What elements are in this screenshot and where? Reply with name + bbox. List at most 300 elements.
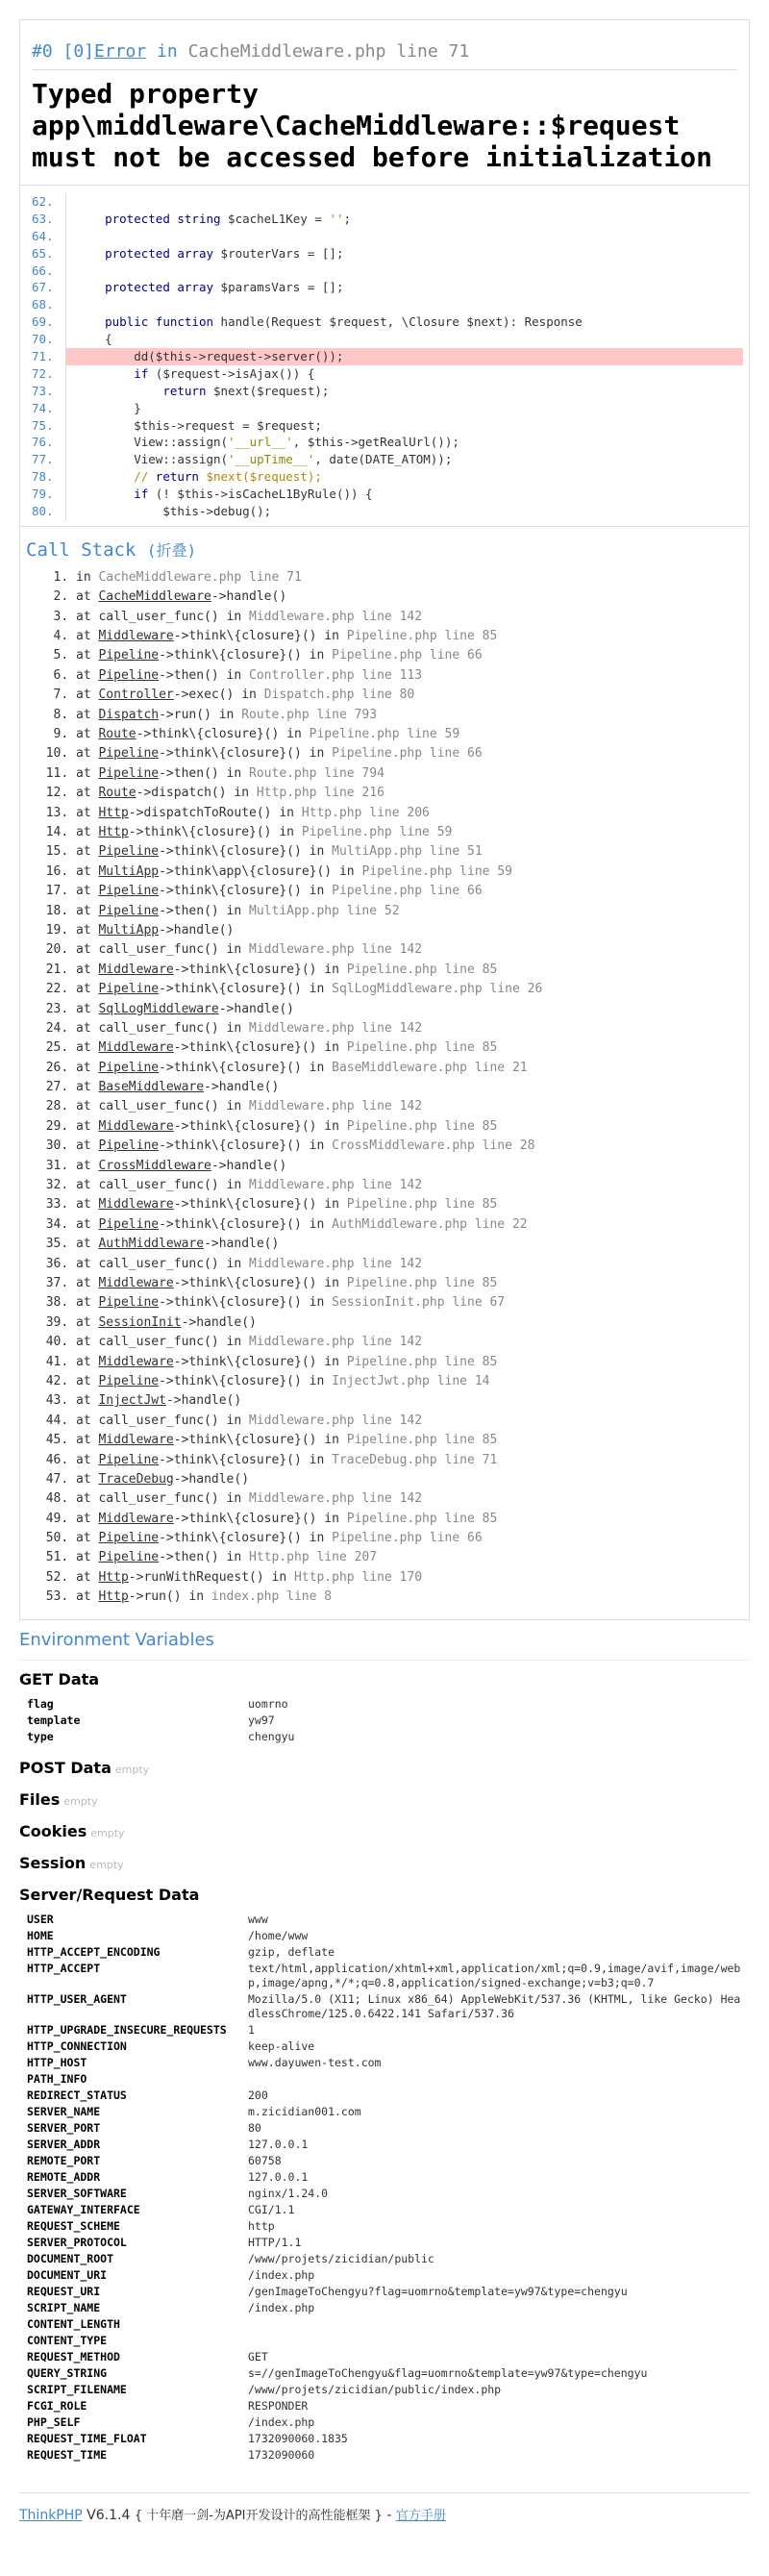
env-value: 80 (248, 2120, 261, 2135)
frame-prefix: at (76, 825, 99, 839)
frame-call: ->handle() (173, 1471, 250, 1487)
line-number: 79. (26, 486, 66, 503)
frame-class[interactable]: MultiApp (98, 863, 160, 879)
stack-frame (76, 744, 743, 763)
env-row (19, 1713, 750, 1729)
frame-prefix: at (76, 1118, 99, 1134)
frame-prefix: at (76, 962, 99, 977)
frame-class[interactable]: Middleware (98, 1197, 174, 1213)
env-section-name: Cookies (19, 1821, 87, 1840)
frame-class[interactable]: Pipeline (98, 667, 160, 683)
env-value (240, 2316, 750, 2333)
env-row (19, 2022, 750, 2038)
frame-class[interactable]: TraceDebug (98, 1471, 174, 1487)
frame-prefix: at (76, 982, 99, 997)
code-text: if ($request->isAjax()) { (134, 365, 315, 381)
env-row (19, 2218, 750, 2235)
frame-prefix: at (76, 1373, 99, 1388)
frame-call: ->think\{closure}() in (173, 1354, 347, 1369)
frame-class[interactable]: Pipeline (98, 1138, 160, 1154)
frame-prefix: at (76, 884, 99, 899)
env-key: REQUEST_TIME_FLOAT (27, 2431, 147, 2445)
frame-location: Middleware.php line 142 (249, 1335, 423, 1350)
stack-frame (76, 1293, 743, 1313)
code-line (26, 503, 743, 520)
env-value: keep-alive (248, 2038, 315, 2053)
frame-call: call_user_func() in (98, 1491, 250, 1507)
frame-call: ->think\{closure}() in (159, 1531, 333, 1546)
code-line (26, 331, 743, 348)
frame-call: ->think\{closure}() in (173, 1433, 347, 1448)
line-number: 75. (26, 417, 66, 435)
frame-prefix: at (76, 1040, 99, 1056)
env-section-name: POST Data (19, 1758, 112, 1777)
env-value: chengyu (248, 1729, 295, 1743)
frame-location: Pipeline.php line 59 (361, 863, 512, 879)
stack-frame (76, 686, 743, 705)
code-line (26, 365, 743, 383)
frame-call: ->think\{closure}() in (173, 1118, 347, 1134)
frame-prefix: at (76, 746, 99, 762)
frame-location: CrossMiddleware.php line 28 (332, 1138, 535, 1154)
frame-class[interactable]: CrossMiddleware (98, 1158, 211, 1173)
frame-prefix: at (76, 1295, 99, 1311)
env-value: nginx/1.24.0 (248, 2186, 329, 2200)
frame-class[interactable]: Http (98, 1569, 129, 1585)
frame-call: ->handle() (204, 1237, 280, 1252)
env-row (19, 2120, 750, 2137)
frame-prefix: at (76, 1511, 99, 1526)
env-key: REQUEST_TIME (27, 2447, 108, 2462)
frame-class[interactable]: CacheMiddleware (98, 589, 211, 605)
env-value: /genImageToChengyu?flag=uomrno&template=yw97&type=chengyu (248, 2284, 628, 2298)
frame-call: ->handle() (204, 1080, 280, 1095)
stack-frame (76, 1176, 743, 1195)
frame-prefix: at (76, 589, 99, 605)
exception-panel (19, 19, 750, 1620)
env-key: REMOTE_ADDR (27, 2169, 101, 2184)
frame-class[interactable]: Middleware (98, 1040, 174, 1056)
env-table (19, 1696, 750, 1745)
env-key: SERVER_SOFTWARE (27, 2186, 127, 2200)
stack-frame (76, 1431, 743, 1450)
env-key: USER (27, 1912, 54, 1926)
env-section-name: Server/Request Data (19, 1885, 200, 1904)
frame-class[interactable]: Pipeline (98, 746, 160, 762)
code-text: View::assign('__url__', $this->getRealUrl()); (76, 435, 459, 450)
env-value: m.zicidian001.com (248, 2104, 361, 2118)
code-line (26, 279, 743, 296)
frame-location: InjectJwt.php line 14 (332, 1373, 490, 1388)
empty-label: empty (90, 1826, 125, 1839)
line-number: 71. (26, 348, 66, 365)
frame-class[interactable]: Pipeline (98, 982, 160, 997)
frame-class[interactable]: Http (98, 1589, 129, 1605)
env-section-title (19, 1670, 750, 1688)
frame-prefix: at (76, 1452, 99, 1467)
frame-class[interactable]: Middleware (98, 962, 174, 977)
stack-frame (76, 902, 743, 921)
exception-in-text: in (146, 41, 188, 62)
env-row (19, 2447, 750, 2463)
env-value: /index.php (248, 2300, 315, 2314)
stack-frame (76, 588, 743, 607)
env-key: HTTP_USER_AGENT (27, 1991, 127, 2006)
stack-frame (76, 1000, 743, 1019)
env-value: /www/projets/zicidian/public/index.php (248, 2382, 502, 2396)
code-line (26, 468, 743, 486)
empty-label: empty (114, 1763, 150, 1776)
frame-location: Middleware.php line 142 (249, 1099, 423, 1114)
env-section (19, 1759, 750, 1777)
frame-call: call_user_func() in (98, 1099, 250, 1114)
frame-class[interactable]: AuthMiddleware (98, 1237, 205, 1252)
frame-location: Pipeline.php line 85 (346, 1275, 498, 1290)
frame-location: Route.php line 794 (249, 765, 384, 781)
frame-prefix: at (76, 1413, 99, 1428)
env-key: CONTENT_TYPE (27, 2333, 108, 2347)
env-row (19, 1928, 750, 1944)
env-key: HTTP_ACCEPT (27, 1961, 101, 1975)
line-number: 76. (26, 434, 66, 451)
frame-location: index.php line 8 (211, 1589, 333, 1605)
env-row (19, 2349, 750, 2365)
empty-label: empty (89, 1858, 124, 1871)
frame-class[interactable]: Route (98, 786, 136, 801)
code-text: protected array $routerVars = []; (105, 245, 344, 261)
env-key: REQUEST_SCHEME (27, 2218, 120, 2233)
frame-class[interactable]: Pipeline (98, 844, 160, 860)
env-section-title (19, 1790, 750, 1809)
frame-location: Pipeline.php line 66 (332, 648, 483, 663)
frame-location: Middleware.php line 142 (249, 1256, 423, 1271)
stack-frame (76, 921, 743, 940)
frame-location: Middleware.php line 142 (249, 1413, 423, 1428)
env-section-title (19, 1854, 750, 1872)
code-line (26, 193, 743, 211)
frame-call: ->think\{closure}() in (159, 1373, 333, 1388)
frame-class[interactable]: Pipeline (98, 648, 160, 663)
code-line-highlighted (26, 348, 743, 365)
stack-frame (76, 1353, 743, 1372)
stack-frame (76, 608, 743, 627)
stack-frame (76, 804, 743, 823)
stack-frame (76, 940, 743, 960)
frame-call: ->run() in (128, 1589, 211, 1605)
env-key: DOCUMENT_URI (27, 2267, 108, 2282)
exception-class-link[interactable]: Error (94, 41, 147, 62)
frame-location: CacheMiddleware.php line 71 (98, 569, 302, 585)
frame-location: Pipeline.php line 85 (346, 1354, 498, 1369)
stack-frame (76, 706, 743, 725)
env-key: template (27, 1713, 81, 1727)
env-value: http (248, 2218, 275, 2233)
stack-frame (76, 1568, 743, 1588)
stack-frame (76, 1313, 743, 1333)
frame-call: call_user_func() in (98, 1413, 250, 1428)
env-row (19, 1912, 750, 1928)
stack-frame (76, 627, 743, 646)
env-row (19, 2235, 750, 2251)
frame-class[interactable]: Middleware (98, 1275, 174, 1290)
stack-frame (76, 863, 743, 882)
stack-frame (76, 980, 743, 999)
frame-class[interactable]: Route (98, 727, 136, 742)
env-value: uomrno (248, 1696, 288, 1711)
frame-call: ->think\{closure}() in (159, 1138, 333, 1154)
frame-call: ->think\{closure}() in (128, 825, 302, 839)
env-section (19, 1822, 750, 1840)
env-key: HTTP_HOST (27, 2055, 87, 2069)
frame-class[interactable]: Pipeline (98, 1295, 160, 1311)
frame-class[interactable]: Pipeline (98, 1373, 160, 1388)
env-table (19, 1912, 750, 2463)
frame-class[interactable]: Middleware (98, 1511, 174, 1526)
env-section-title (19, 1822, 750, 1840)
env-value: 60758 (248, 2153, 282, 2167)
frame-location: Http.php line 207 (249, 1550, 378, 1565)
frame-location: MultiApp.php line 51 (332, 844, 483, 860)
env-row (19, 1729, 750, 1745)
frame-call: ->think\{closure}() in (173, 1040, 347, 1056)
frame-class[interactable]: Http (98, 825, 129, 839)
frame-prefix: at (76, 609, 99, 624)
env-row (19, 2251, 750, 2267)
env-row (19, 2284, 750, 2300)
env-key: SERVER_PROTOCOL (27, 2235, 127, 2249)
call-stack-toggle[interactable]: (折叠) (146, 540, 197, 560)
stack-frame (76, 1195, 743, 1214)
frame-location: Dispatch.php line 80 (263, 688, 415, 703)
call-stack-heading (26, 538, 743, 561)
frame-class[interactable]: Pipeline (98, 1060, 160, 1075)
empty-label: empty (63, 1794, 98, 1808)
frame-prefix: at (76, 1569, 99, 1585)
frame-location: Pipeline.php line 85 (346, 1197, 498, 1213)
frame-prefix: at (76, 1197, 99, 1213)
frame-call: ->then() in (159, 667, 250, 683)
stack-frame (76, 1019, 743, 1038)
frame-class[interactable]: Http (98, 805, 129, 820)
stack-frame (76, 842, 743, 862)
env-value: HTTP/1.1 (248, 2235, 302, 2249)
code-text: { (76, 332, 112, 347)
frame-class[interactable]: Pipeline (98, 1550, 160, 1565)
frame-call: ->think\{closure}() in (136, 727, 310, 742)
frame-location: SessionInit.php line 67 (332, 1295, 506, 1311)
code-text: // return $next($request); (134, 469, 322, 485)
env-value: s=//genImageToChengyu&flag=uomrno&template=yw97&type=chengyu (248, 2365, 648, 2380)
env-section-name: Session (19, 1853, 87, 1872)
env-row (19, 2186, 750, 2202)
stack-frame (76, 1097, 743, 1116)
frame-class[interactable]: Pipeline (98, 765, 160, 781)
frame-class[interactable]: Pipeline (98, 884, 160, 899)
frame-location: Middleware.php line 142 (249, 1178, 423, 1193)
official-manual-link[interactable]: 官方手册 (395, 2508, 446, 2523)
frame-location: Pipeline.php line 85 (346, 962, 498, 977)
frame-location: Pipeline.php line 85 (346, 629, 498, 644)
env-value (240, 2071, 750, 2088)
env-key: QUERY_STRING (27, 2365, 108, 2380)
code-text: protected array $paramsVars = []; (105, 280, 344, 295)
env-section (19, 1854, 750, 1872)
stack-frame (76, 725, 743, 744)
frame-class[interactable]: Middleware (98, 629, 174, 644)
frame-class[interactable]: Pipeline (98, 1452, 160, 1467)
frame-class[interactable]: Pipeline (98, 1216, 160, 1232)
frame-prefix: at (76, 1589, 99, 1605)
code-text: return $next($request); (162, 383, 330, 398)
stack-frame (76, 784, 743, 803)
frame-call: ->think\{closure}() in (159, 1216, 333, 1232)
env-value: /index.php (248, 2267, 315, 2282)
frame-class[interactable]: InjectJwt (98, 1393, 166, 1409)
frame-call: ->handle() (218, 1001, 294, 1016)
env-key: SCRIPT_FILENAME (27, 2382, 127, 2396)
code-line (26, 211, 743, 228)
frame-call: ->think\{closure}() in (159, 982, 333, 997)
env-key: FCGI_ROLE (27, 2398, 87, 2413)
line-number: 77. (26, 451, 66, 468)
thinkphp-link[interactable]: ThinkPHP (19, 2507, 83, 2523)
frame-prefix: in (76, 569, 99, 585)
code-text (66, 228, 743, 245)
frame-class[interactable]: Dispatch (98, 707, 160, 722)
code-text: $this->debug(); (76, 504, 272, 519)
env-key: SERVER_ADDR (27, 2137, 101, 2151)
frame-class[interactable]: Pipeline (98, 903, 160, 918)
call-stack-list (26, 568, 743, 1608)
frame-class[interactable]: Controller (98, 688, 174, 703)
env-key: HOME (27, 1928, 54, 1942)
env-key: type (27, 1729, 54, 1743)
stack-frame (76, 1235, 743, 1254)
frame-class[interactable]: SqlLogMiddleware (98, 1001, 219, 1016)
env-row (19, 2071, 750, 2088)
frame-prefix: at (76, 667, 99, 683)
frame-call: ->think\{closure}() in (159, 648, 333, 663)
env-row (19, 2153, 750, 2169)
env-row (19, 2365, 750, 2382)
frame-prefix: at (76, 1216, 99, 1232)
frame-class[interactable]: Middleware (98, 1118, 174, 1134)
stack-frame (76, 1137, 743, 1156)
frame-location: TraceDebug.php line 71 (332, 1452, 498, 1467)
frame-prefix: at (76, 1001, 99, 1016)
frame-call: ->think\app\{closure}() in (159, 863, 362, 879)
env-value: 200 (248, 2088, 268, 2102)
frame-call: ->think\{closure}() in (173, 1511, 347, 1526)
code-line (26, 296, 743, 313)
frame-location: Middleware.php line 142 (249, 1491, 423, 1507)
frame-prefix: at (76, 1020, 99, 1036)
code-line (26, 228, 743, 245)
frame-call: call_user_func() in (98, 1335, 250, 1350)
frame-prefix: at (76, 786, 99, 801)
frame-call: ->think\{closure}() in (159, 844, 333, 860)
stack-frame (76, 1255, 743, 1274)
frame-class[interactable]: Middleware (98, 1433, 174, 1448)
frame-call: ->think\{closure}() in (159, 746, 333, 762)
env-section-name: Files (19, 1789, 61, 1809)
code-text: } (76, 400, 141, 415)
frame-prefix: at (76, 1256, 99, 1271)
env-key: HTTP_ACCEPT_ENCODING (27, 1944, 161, 1959)
frame-prefix: at (76, 1335, 99, 1350)
environment-variables (0, 1630, 769, 2463)
stack-frame (76, 823, 743, 842)
stack-frame (76, 764, 743, 784)
frame-location: Route.php line 793 (241, 707, 378, 722)
env-row (19, 2055, 750, 2071)
frame-location: AuthMiddleware.php line 22 (332, 1216, 528, 1232)
stack-frame (76, 1412, 743, 1431)
frame-class[interactable]: BaseMiddleware (98, 1080, 205, 1095)
env-sections (19, 1670, 750, 2463)
frame-call: call_user_func() in (98, 1256, 250, 1271)
code-text: public function handle(Request $request, \Closure $next): Response (105, 314, 583, 330)
code-line (26, 417, 743, 435)
frame-call: ->think\{closure}() in (159, 1295, 333, 1311)
frame-call: ->then() in (159, 903, 250, 918)
frame-prefix: at (76, 765, 99, 781)
env-key: flag (27, 1696, 54, 1711)
code-text (66, 193, 743, 211)
code-text: protected string $cacheL1Key = ''; (105, 211, 352, 226)
stack-frame (76, 1117, 743, 1137)
env-key: REQUEST_URI (27, 2284, 101, 2298)
frame-location: Middleware.php line 142 (249, 609, 423, 624)
code-text: View::assign('__upTime__', date(DATE_ATOM)); (76, 452, 453, 467)
env-section-name: GET Data (19, 1669, 100, 1688)
frame-prefix: at (76, 922, 99, 938)
call-stack (20, 527, 749, 1619)
env-value: Mozilla/5.0 (X11; Linux x86_64) AppleWebKit/537.36 (KHTML, like Gecko) HeadlessChrome/125.0.6422.141 Safari/537.36 (248, 1991, 741, 2020)
frame-call: ->runWithRequest() in (128, 1569, 294, 1585)
code-text: $this->request = $request; (76, 417, 322, 433)
frame-class[interactable]: Pipeline (98, 1531, 160, 1546)
env-key: REDIRECT_STATUS (27, 2088, 127, 2102)
env-key: CONTENT_LENGTH (27, 2316, 120, 2331)
env-section (19, 1790, 750, 1809)
frame-class[interactable]: Middleware (98, 1354, 174, 1369)
frame-class[interactable]: SessionInit (98, 1314, 182, 1330)
exception-info (32, 41, 737, 70)
code-line (26, 313, 743, 331)
env-value: gzip, deflate (248, 1944, 335, 1959)
stack-frame (76, 1157, 743, 1176)
frame-class[interactable]: MultiApp (98, 922, 160, 938)
env-row (19, 2398, 750, 2414)
frame-location: Controller.php line 113 (249, 667, 423, 683)
exception-file: CacheMiddleware.php line 71 (187, 41, 470, 62)
env-key: PATH_INFO (27, 2071, 87, 2086)
env-value: GET (248, 2349, 268, 2363)
line-number: 68. (26, 296, 66, 313)
stack-frame (76, 882, 743, 901)
stack-frame (76, 1078, 743, 1097)
env-row (19, 2104, 750, 2120)
code-text (66, 296, 743, 313)
env-value: /home/www (248, 1928, 309, 1942)
env-section-title (19, 1759, 750, 1777)
stack-frame (76, 1059, 743, 1078)
frame-call: ->dispatchToRoute() in (128, 805, 302, 820)
call-stack-title: Call Stack (26, 538, 136, 561)
frame-location: Http.php line 216 (256, 786, 384, 801)
env-value: yw97 (248, 1713, 275, 1727)
